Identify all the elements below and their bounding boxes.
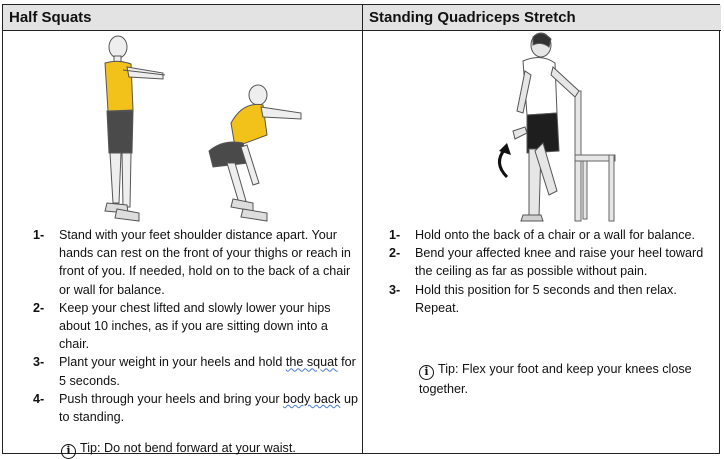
chair [575,91,615,221]
step-number: 4- [33,391,45,406]
half-squats-title: Half Squats [3,5,362,31]
step-number: 3- [33,355,45,370]
step-text: Stand with your feet shoulder distance apart. Your hands can rest on the front of your thighs or reach in front of you. If needed, hold on to the back of a chair or wall for balance. [59,228,351,297]
tip-text: Tip: Do not bend forward at your waist. [80,441,296,455]
quad-stretch-steps [389,226,719,317]
step-text: Hold onto the back of a chair or a wall for balance. [415,228,696,242]
quad-stretch-illustration [483,31,623,223]
step-number: 1- [33,228,45,242]
info-icon: i [61,444,76,459]
step-text-pre: Push through your heels and bring your [59,391,284,406]
step-2 [389,244,719,280]
step-1 [33,226,359,299]
half-squats-column [3,5,363,457]
quad-stretch-column [363,5,721,453]
step-number: 1- [389,228,401,242]
squatting-figure [209,85,301,221]
tip-text: Tip: Flex your foot and keep your knees close together. [419,362,692,396]
step-text: Hold this position for 5 seconds and then relax. Repeat. [415,282,677,315]
step-4 [33,390,359,426]
step-text-pre: Plant your weight in your heels and hold [59,355,286,370]
quad-stretch-title: Standing Quadriceps Stretch [363,5,721,31]
step-text: Bend your affected knee and raise your heel toward the ceiling as far as possible without pain. [415,246,704,279]
quad-stretch-tip [419,360,719,398]
step-number: 2- [389,246,401,261]
half-squats-tip [61,439,361,459]
step-text-post: for 5 seconds. [59,355,356,388]
standing-figure [105,36,165,221]
step-3 [33,353,359,389]
info-icon: i [419,365,434,380]
step-text: Keep your chest lifted and slowly lower your hips about 10 inches, as if you are sitting down into a chair. [59,300,331,352]
spellcheck-underlined-text: body back [283,391,341,406]
step-text-post: up to standing. [59,391,358,425]
step-number: 3- [389,282,401,297]
half-squat-illustration [83,35,313,225]
stretching-person [513,33,579,221]
step-3 [389,281,719,317]
step-2 [33,299,359,354]
step-1 [389,226,719,244]
step-number: 2- [33,300,45,315]
half-squats-steps [33,226,359,426]
exercise-sheet [2,4,720,457]
spellcheck-underlined-text: the squat [285,355,338,370]
